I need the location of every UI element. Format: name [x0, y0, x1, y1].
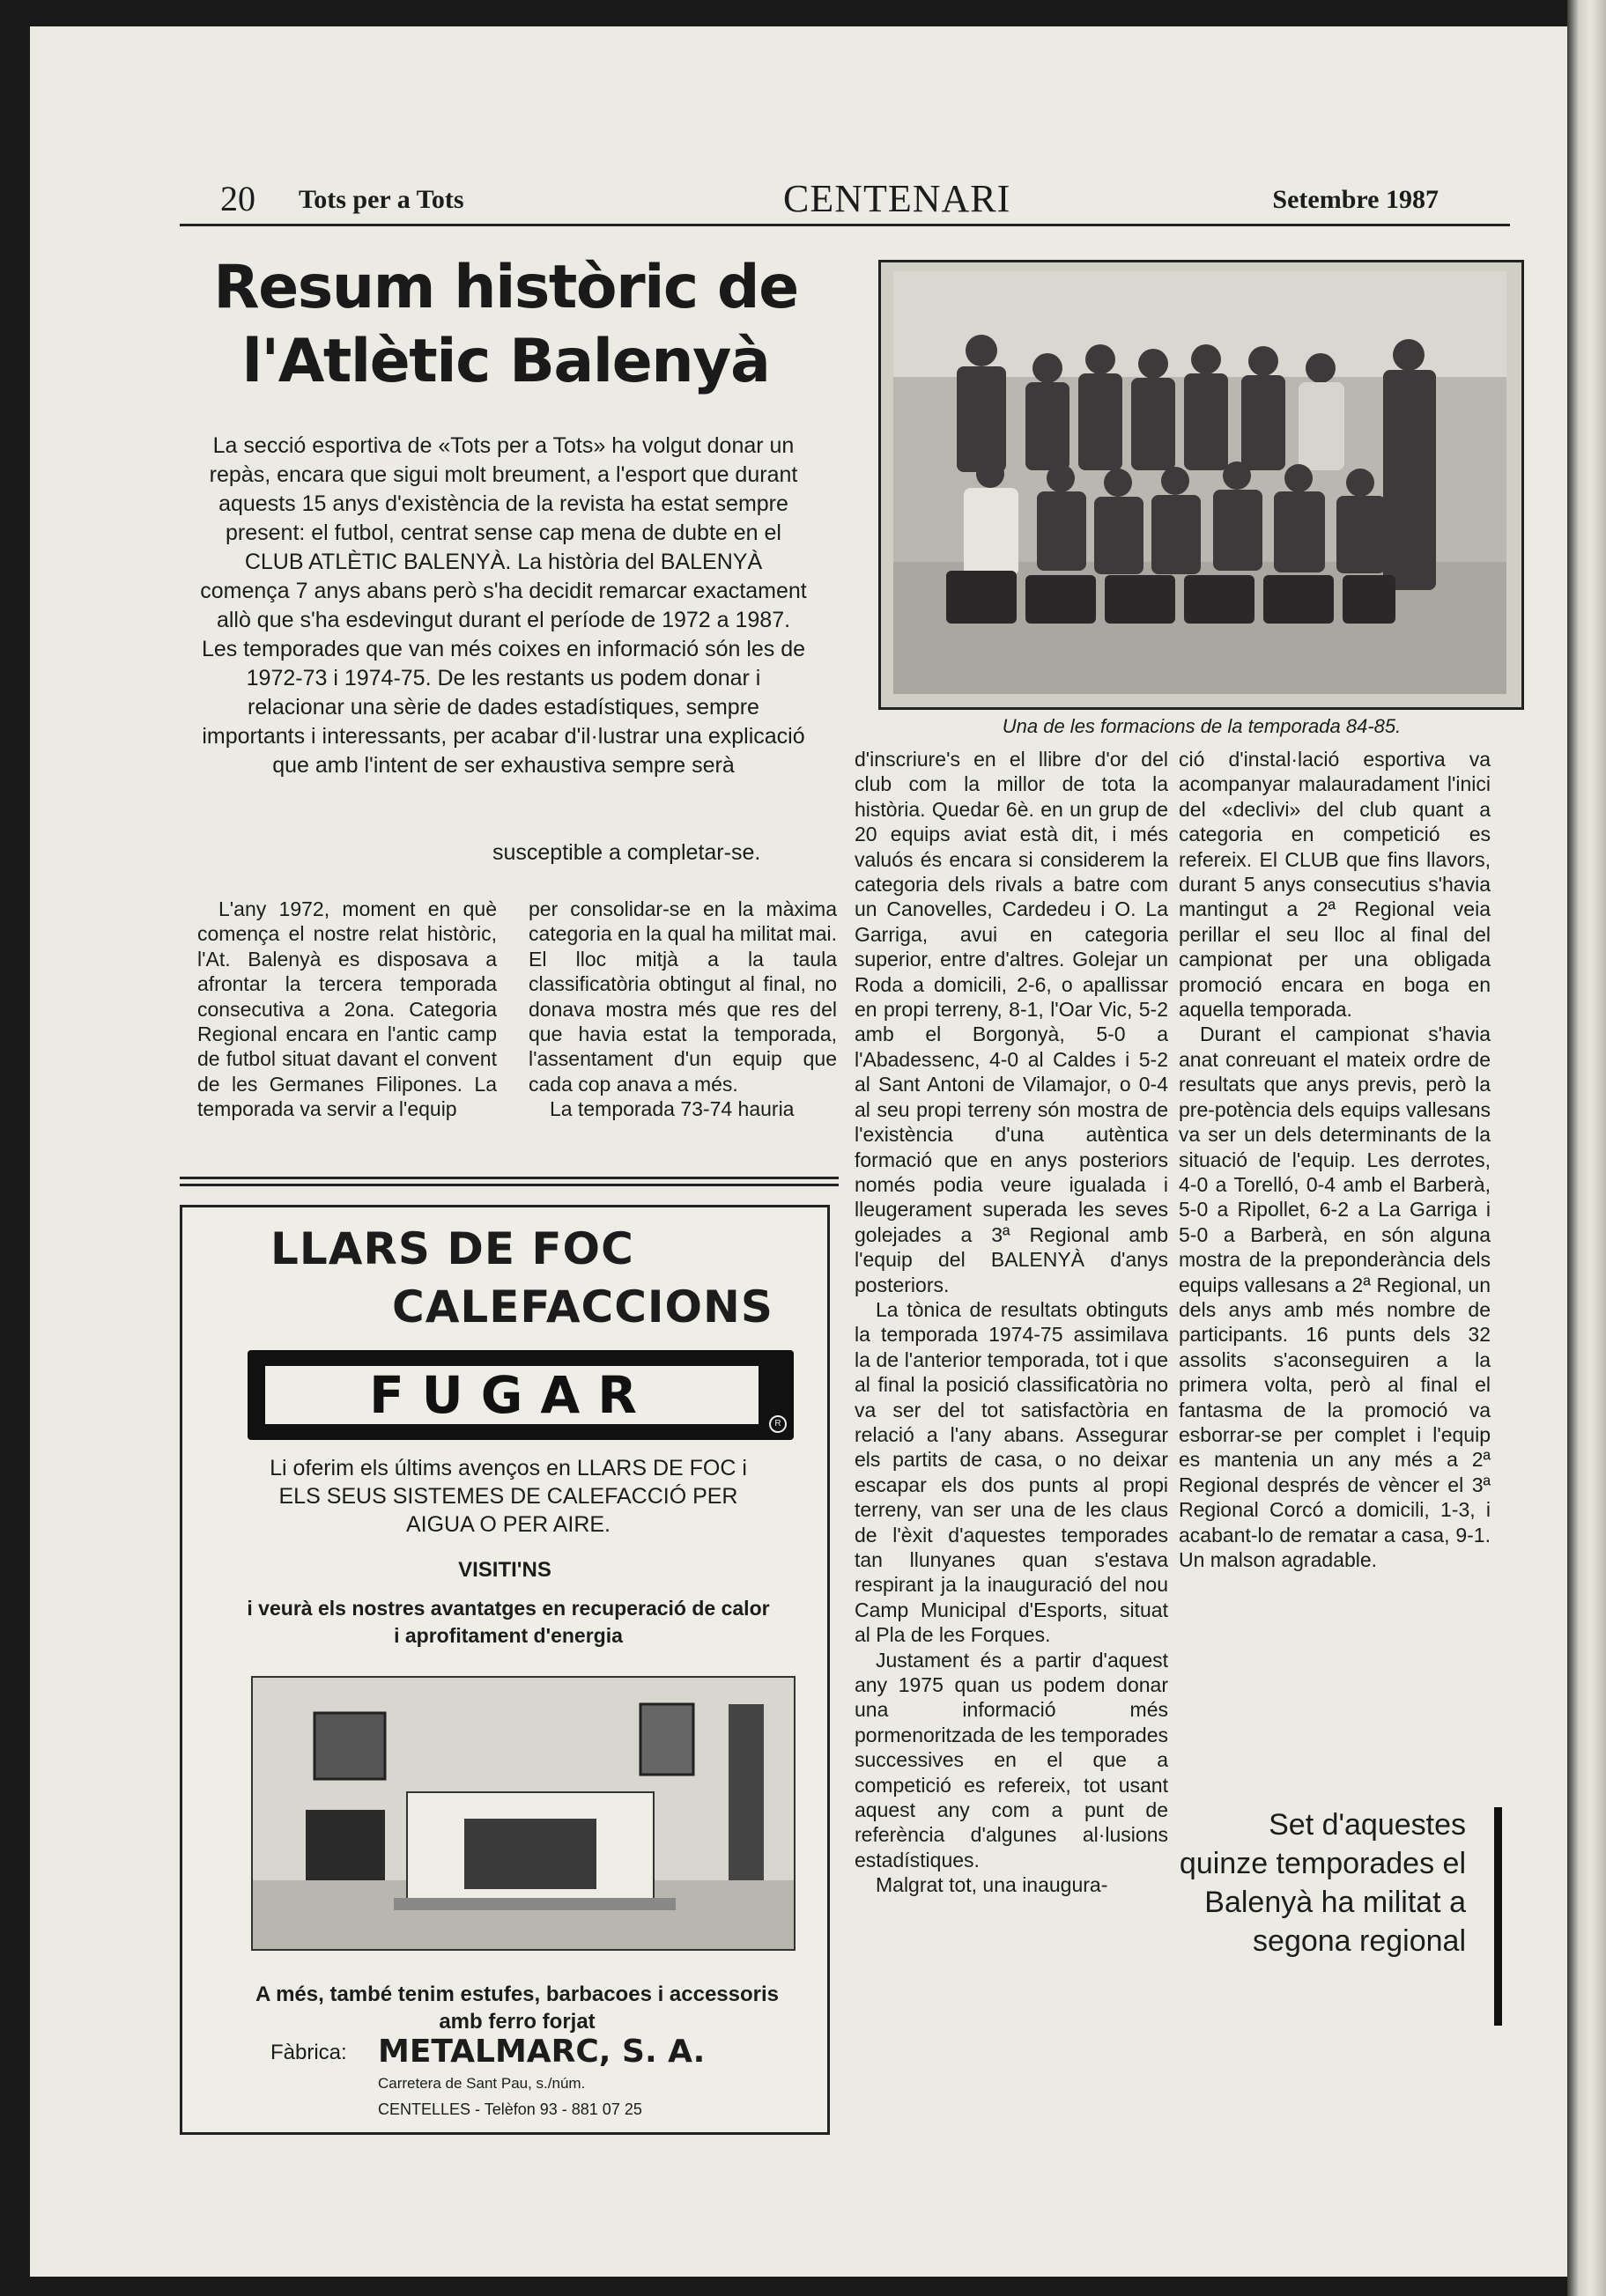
ad-address: Carretera de Sant Pau, s./núm.	[378, 2075, 586, 2092]
ad-phone: CENTELLES - Telèfon 93 - 881 07 25	[378, 2100, 642, 2118]
ad-headline-1: LLARS DE FOC	[270, 1223, 634, 1274]
column-2	[529, 897, 837, 1122]
header-rule	[180, 224, 1510, 226]
ad-offer: Li oferim els últims avenços en LLARS DE FOC i ELS SEUS SISTEMES DE CALEFACCIÓ PER AIGUA O PER AIRE.	[270, 1456, 747, 1537]
registered-mark-icon: R	[769, 1415, 787, 1433]
fireplace-photo	[251, 1676, 796, 1951]
brand-logo	[248, 1350, 794, 1440]
ad-headline-2: CALEFACCIONS	[392, 1281, 773, 1333]
column-3	[855, 747, 1168, 1898]
paragraph: ció d'instal·lació esportiva va acompanyar malauradament l'inici del «declivi» del club quant a categoria en competició es refereix. El CLUB que fins llavors, durant 5 anys consecutius s'havia mantingut a 2ª Regional veia perillar el seu lloc al final del campionat per una obligada promoció encara en boga en aquella temporada.	[1179, 748, 1491, 1022]
column-1	[197, 897, 497, 1122]
ad-factory-name: METALMARC, S. A.	[378, 2034, 706, 2070]
paragraph: La temporada 73-74 hauria	[550, 1097, 795, 1121]
section-title: CENTENARI	[783, 177, 1011, 220]
paragraph: Malgrat tot, una inaugura-	[876, 1873, 1108, 1897]
article-intro-end: susceptible a completar-se.	[492, 840, 761, 865]
paragraph: Justament és a partir d'aquest any 1975 quan us podem donar una informació més pormenoritzada de les temporades successives en el que a competició es refereix, tot usant aquest any com a punt de referència d'algunes al·lusions estadístiques.	[855, 1648, 1168, 1871]
article-intro: La secció esportiva de «Tots per a Tots» ha volgut donar un repàs, encara que sigui molt breument, a l'esport que durant aquests 15 anys d'existència de la revista ha estat sempre present: el futbol, centrat sense cap mena de dubte en el CLUB ATLÈTIC BALENYÀ. La història del BALENYÀ comença 7 anys abans però s'ha decidit remarcar exactament allò que s'ha esdevingut durant el període de 1972 a 1987. Les temporades que van més coixes en informació són les de 1972-73 i 1974-75. De les restants us podem donar i relacionar una sèrie de dades estadístiques, sempre importants i interessants, per acabar d'il·lustrar una explicació que amb l'intent de ser exhaustiva sempre serà	[200, 433, 807, 778]
paragraph: d'inscriure's en el llibre d'or del club com la millor de tota la història. Quedar 6è. en un grup de 20 equips aviat està dit, i més valuós és encara si considerem la categoria dels rivals a batre com un Canovelles, Cardedeu i O. La Garriga, avui en categoria superior, entre d'altres. Golejar un Roda a domicili, 2-6, o apallissar en propi terreny, 8-1, l'Oar Vic, 5-2 amb el Borgonyà, 5-0 a l'Abadessenc, 4-0 al Caldes i 5-2 al Sant Antoni de Vilamajor, o 0-4 al seu propi terreny són mostra de l'existència d'una autèntica formació que en anys posteriors només podia veure igualada i lleugerament superada les seves golejades a 3ª Regional amb l'equip del BALENYÀ d'anys posteriors.	[855, 748, 1168, 1296]
paragraph: L'any 1972, moment en què comença el nostre relat històric, l'At. Balenyà es disposava a afrontar la tercera temporada consecutiva a 2ona. Categoria Regional encara en l'antic camp de futbol situat davant el convent de les Germanes Filipones. La temporada va servir a l'equip	[197, 897, 497, 1121]
paragraph: Durant el campionat s'havia anat conreuant el mateix ordre de resultats que anys previs, però la pre-potència dels equips vallesans va ser un dels determinants de la situació de l'equip. Les derrotes, 4-0 a Torelló, 0-4 amb el Barberà, 5-0 a Ripollet, 6-2 a La Garriga i 5-0 a Barberà, en són alguna mostra de la preponderància dels equips vallesans a 2ª Regional, un dels anys amb més nombre de participants. 16 punts dels 32 assolits s'aconseguiren a la primera volta, però al final el fantasma de la promoció va esborrar-se per complet i l'equip es mantenia un any més a 2ª Regional després de vèncer el 3ª Regional Corcó a domicili, 1-3, i acabant-lo de rematar a casa, 9-1. Un malson agradable.	[1179, 1022, 1491, 1571]
magazine-page	[30, 26, 1567, 2277]
fireplace-advertisement	[180, 1205, 830, 2135]
page-binding	[1567, 0, 1606, 2296]
photo-caption: Una de les formacions de la temporada 84-85.	[1002, 715, 1402, 737]
column-4	[1179, 747, 1491, 1572]
issue-date: Setembre 1987	[1272, 185, 1439, 214]
publication-name: Tots per a Tots	[299, 185, 464, 214]
column-divider	[180, 1177, 839, 1179]
brand-name: FUGAR	[263, 1364, 760, 1426]
pull-quote: Set d'aquestes quinze temporades el Balenyà ha militat a segona regional	[1179, 1808, 1466, 1958]
team-photo	[878, 260, 1524, 710]
column-divider	[180, 1184, 839, 1186]
ad-visit: VISITI'NS	[458, 1558, 551, 1582]
paragraph: La tònica de resultats obtinguts la temporada 1974-75 assimilava la de l'anterior temporada, tot i que al final la posició classificatòria no va ser del tot satisfactòria en relació a l'any abans. Assegurar els partits de casa, o no deixar escapar els dos punts al propi terreny, van ser una de les claus de l'èxit d'aquestes temporades tan llunyanes quan s'estava respirant ja la inauguració del nou Camp Municipal d'Esports, situat al Pla de les Forques.	[855, 1297, 1168, 1647]
team-photo-image	[893, 271, 1506, 694]
ad-benefit: i veurà els nostres avantatges en recuperació de calor i aprofitament d'energia	[247, 1597, 770, 1647]
paragraph: per consolidar-se en la màxima categoria en la qual ha militat mai. El lloc mitjà a la taula classificatòria obtingut al final, no donava mostra més que res del que havia estat la temporada, l'assentament d'un equip que cada cop anava a més.	[529, 897, 837, 1096]
fireplace-image	[253, 1678, 794, 1949]
ad-factory-label: Fàbrica:	[270, 2041, 347, 2064]
ad-extra: A més, també tenim estufes, barbacoes i accessoris amb ferro forjat	[255, 1982, 780, 2034]
article-title: Resum històric de l'Atlètic Balenyà	[213, 253, 798, 396]
pull-quote-bar	[1494, 1807, 1502, 2026]
page-number: 20	[220, 179, 255, 218]
